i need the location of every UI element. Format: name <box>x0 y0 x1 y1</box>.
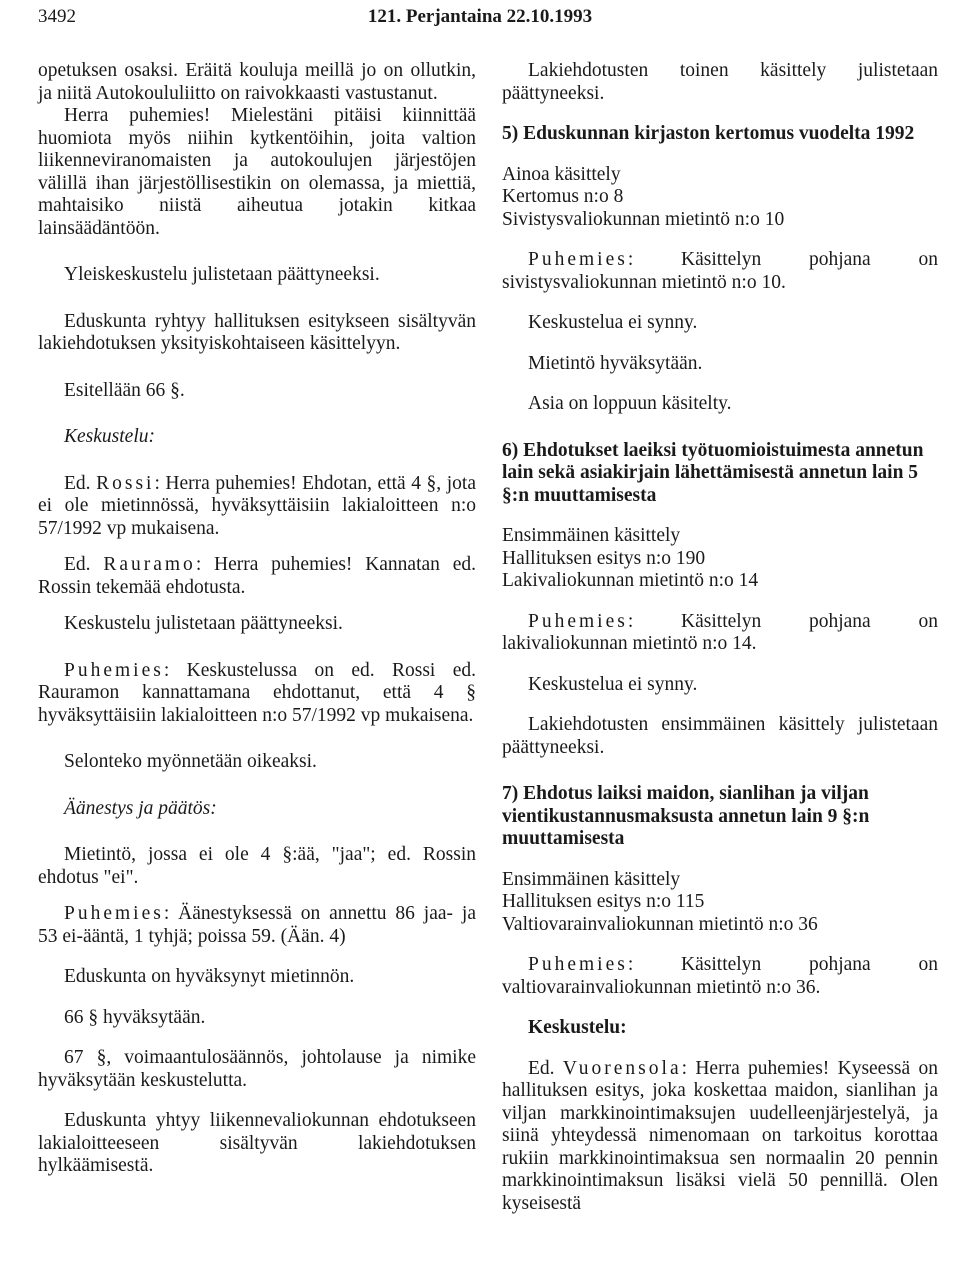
speech-text: : Äänestyksessä on annettu 86 jaa- ja 53 ei-ääntä, 1 tyhjä; poissa 59. (Ään. 4) <box>38 903 476 947</box>
page-number: 3492 <box>38 6 76 27</box>
speech-puhemies-vote <box>38 903 476 948</box>
speaker-name: Rauramo <box>103 554 196 575</box>
speech-text: : Herra puhemies! Kyseessä on hallituksen esitys, joka koskettaa maidon, sianlihan ja viljan markkinointimaksujen uudelleenjärjestelyä, ja siinä yhteydessä nimenomaan on tarkoitus korottaa rukiin markkinointimaksua sen normaalin 20 pennin markkinointimaksun lisäksi vielä 50 pennillä. Olen kyseisestä <box>502 1057 938 1214</box>
paragraph: Lakiehdotusten toinen käsittely julistetaan päättyneeksi. <box>502 60 938 104</box>
page-header <box>0 0 960 40</box>
speaker-name: Puhemies <box>528 249 628 270</box>
discussion-label: Keskustelu: <box>528 1017 627 1038</box>
speech-vuorensola <box>502 1058 938 1216</box>
speech-text: : Käsittelyn pohjana on valtiovarainvaliokunnan mietintö n:o 36. <box>502 954 938 998</box>
running-head: 121. Perjantaina 22.10.1993 <box>367 6 593 27</box>
speech-puhemies <box>502 954 938 999</box>
paragraph: Eduskunta on hyväksynyt mietinnön. <box>64 966 355 987</box>
speech-text: : Herra puhemies! Ehdotan, että 4 §, jota ei ole mietinnössä, hyväksyttäisiin lakialoitteen n:o 57/1992 vp mukaisena. <box>38 472 476 539</box>
info-line: Hallituksen esitys n:o 190 <box>502 547 706 569</box>
discussion-label: Keskustelu: <box>64 426 155 447</box>
paragraph: Eduskunta yhtyy liikennevaliokunnan ehdotukseen lakialoitteeseen sisältyvän lakiehdotuksen hylkäämisestä. <box>38 1110 476 1176</box>
section-heading: 6) Ehdotukset laeiksi työtuomioistuimesta annetun lain sekä asiakirjain lähettämisestä annetun lain 5 §:n muuttamisesta <box>502 439 924 506</box>
speech-rauramo <box>38 554 476 599</box>
paragraph: 67 §, voimaantulosäännös, johtolause ja nimike hyväksytään keskustelutta. <box>38 1047 476 1091</box>
paragraph: Selonteko myönnetään oikeaksi. <box>64 751 317 772</box>
paragraph: Lakiehdotusten ensimmäinen käsittely julistetaan päättyneeksi. <box>502 714 938 758</box>
paragraph: Yleiskeskustelu julistetaan päättyneeksi. <box>64 264 380 285</box>
speech-text: : Keskustelussa on ed. Rossi ed. Rauramon kannattamana ehdottanut, että 4 § hyväksyttäisiin lakialoitteen n:o 57/1992 vp mukaisena. <box>38 659 476 726</box>
section-heading: 5) Eduskunnan kirjaston kertomus vuodelta 1992 <box>502 123 915 144</box>
paragraph: Mietintö hyväksytään. <box>528 352 703 374</box>
speech-puhemies <box>502 249 938 294</box>
speaker-name: Puhemies <box>64 903 164 924</box>
info-line: Hallituksen esitys n:o 115 <box>502 891 705 912</box>
speech-prefix: Ed. <box>64 554 104 575</box>
paragraph: Eduskunta ryhtyy hallituksen esitykseen sisältyvän lakiehdotuksen yksityiskohtaiseen käsittelyyn. <box>38 310 476 354</box>
paragraph: 66 § hyväksytään. <box>64 1006 206 1028</box>
info-line: Lakivaliokunnan mietintö n:o 14 <box>502 570 759 591</box>
speaker-name: Rossi <box>96 472 155 494</box>
paragraph: Keskustelu julistetaan päättyneeksi. <box>64 613 343 634</box>
speech-puhemies <box>502 611 938 656</box>
speech-puhemies <box>38 660 476 728</box>
info-line: Valtiovarainvaliokunnan mietintö n:o 36 <box>502 913 818 935</box>
paragraph: Herra puhemies! Mielestäni pitäisi kiinnittää huomiota myös niihin kytkentöihin, joita valtion liikenneviranomaisten ja autokoulujen järjestöjen välillä ihan järjestöllisestikin on olemassa, ja miettiä, mahtaisiko niistä aiheutua jotakin kitkaa lainsäädäntöön. <box>38 105 476 239</box>
info-line: Ainoa käsittely <box>502 163 621 185</box>
speech-text: : Käsittelyn pohjana on lakivaliokunnan mietintö n:o 14. <box>502 610 938 654</box>
paragraph: Keskustelua ei synny. <box>528 673 698 695</box>
info-line: Ensimmäinen käsittely <box>502 868 681 890</box>
speaker-name: Puhemies <box>64 659 164 681</box>
speech-text: : Herra puhemies! Kannatan ed. Rossin tekemää ehdotusta. <box>38 554 476 598</box>
paragraph: Keskustelua ei synny. <box>528 312 698 333</box>
speech-text: : Käsittelyn pohjana on sivistysvaliokunnan mietintö n:o 10. <box>502 249 938 293</box>
info-line: Kertomus n:o 8 <box>502 186 624 207</box>
paragraph: Asia on loppuun käsitelty. <box>528 393 732 414</box>
paragraph: Mietintö, jossa ei ole 4 §:ää, "jaa"; ed. Rossin ehdotus "ei". <box>38 844 476 888</box>
vote-label: Äänestys ja päätös: <box>64 797 217 819</box>
left-column <box>38 60 476 1178</box>
speech-rossi <box>38 473 476 541</box>
paragraph: opetuksen osaksi. Eräitä kouluja meillä jo on ollutkin, ja niitä Autokoululiitto on raivokkaasti vastustanut. <box>38 60 476 104</box>
speech-prefix: Ed. <box>528 1057 563 1079</box>
speaker-name: Puhemies <box>528 610 628 632</box>
speaker-name: Vuorensola <box>562 1057 682 1079</box>
info-line: Sivistysvaliokunnan mietintö n:o 10 <box>502 208 785 230</box>
paragraph: Esitellään 66 §. <box>64 379 185 401</box>
right-column <box>502 60 938 1215</box>
info-line: Ensimmäinen käsittely <box>502 525 681 546</box>
speech-prefix: Ed. <box>64 472 97 494</box>
speaker-name: Puhemies <box>528 954 628 975</box>
section-heading: 7) Ehdotus laiksi maidon, sianlihan ja viljan vientikustannusmaksusta annetun lain 9 §:n muuttamisesta <box>502 783 870 849</box>
